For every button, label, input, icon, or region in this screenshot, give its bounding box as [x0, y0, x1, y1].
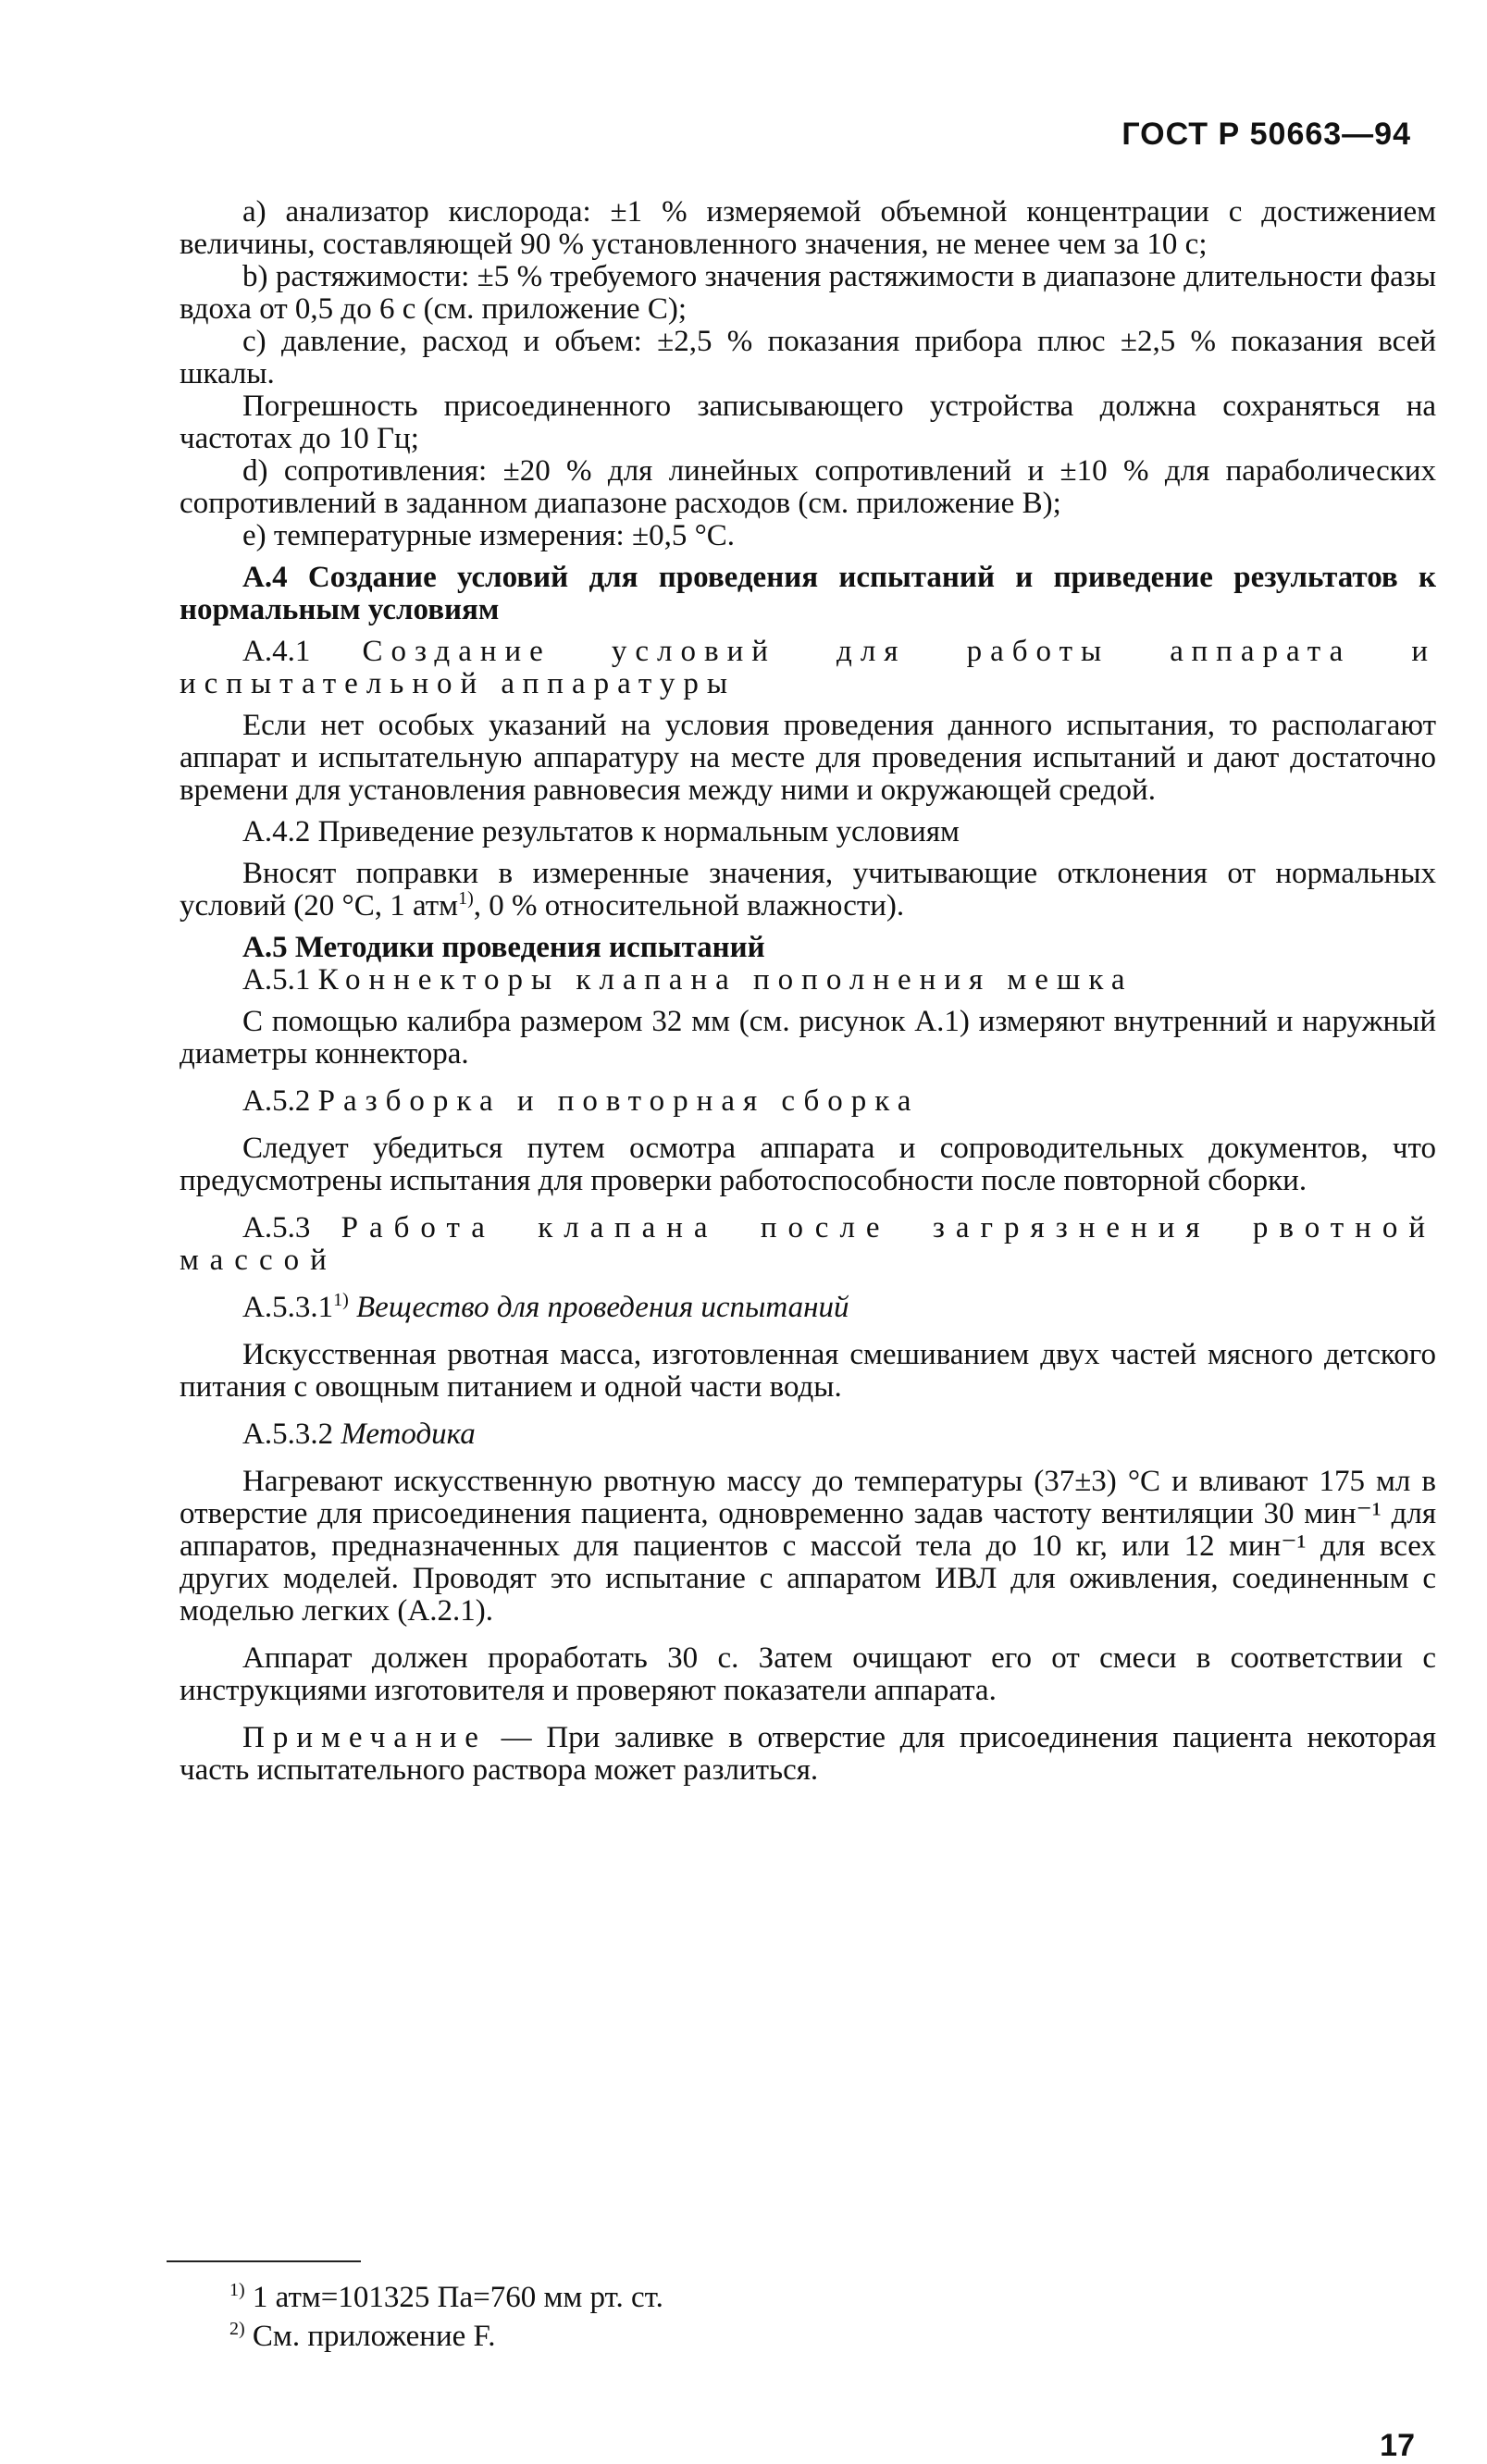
page-number: 17 — [1380, 2428, 1415, 2463]
footnote-2: $^{2)}$ См. приложение F. — [229, 2319, 496, 2353]
subsection-a42-text: Вносят поправки в измеренные значения, учитывающие отклонения от нормальных условий (20 °С, 1 атм$^{1)}$, 0 % относительной влажности). — [180, 857, 1436, 922]
subsection-a53-title: А.5.3 Работа клапана после загрязнения рвотной массой — [180, 1211, 1436, 1277]
footnote-divider — [167, 2260, 361, 2262]
subsection-a52-text: Следует убедиться путем осмотра аппарата и сопроводительных документов, что предусмотрены испытания для проверки работоспособности после повторной сборки. — [180, 1132, 1436, 1197]
recorder-note: Погрешность присоединенного записывающего устройства должна сохраняться на частотах до 10 Гц; — [180, 390, 1436, 455]
section-a4-title: А.4 Создание условий для проведения испытаний и приведение результатов к нормальным условиям — [180, 561, 1436, 626]
subsection-a532-title: А.5.3.2 Методика — [242, 1418, 476, 1451]
note: Примечание — При заливке в отверстие для присоединения пациента некоторая часть испытательного раствора может разлиться. — [180, 1721, 1437, 1787]
subsection-a52-title: А.5.2 Разборка и повторная сборка — [242, 1084, 920, 1118]
item-a: а) анализатор кислорода: ±1 % измеряемой объемной концентрации с достижением величины, составляющей 90 % установленного значения, не менее чем за 10 с; — [180, 195, 1436, 261]
subsection-a41-text: Если нет особых указаний на условия проведения данного испытания, то располагают аппарат и испытательную аппаратуру на месте для проведения испытаний и дают достаточно времени для установления равновесия между ними и окружающей средой. — [180, 709, 1436, 807]
subsection-a532-text: Нагревают искусственную рвотную массу до температуры (37±3) °С и вливают 175 мл в отверстие для присоединения пациента, одновременно задав частоту вентиляции 30 мин⁻¹ для аппаратов, предназначенных для пациентов с массой тела до 10 кг, или 12 мин⁻¹ для всех других моделей. Проводят это испытание с аппаратом ИВЛ для оживления, соединенным с моделью легких (А.2.1). — [180, 1465, 1436, 1628]
subsection-a42-title: А.4.2 Приведение результатов к нормальным условиям — [242, 815, 960, 848]
subsection-a51-text: С помощью калибра размером 32 мм (см. рисунок А.1) измеряют внутренний и наружный диаметры коннектора. — [180, 1005, 1436, 1071]
subsection-a531-text: Искусственная рвотная масса, изготовленная смешиванием двух частей мясного детского питания с овощным питанием и одной части воды. — [180, 1338, 1436, 1404]
footnotes — [229, 2278, 1340, 2356]
item-e: е) температурные измерения: ±0,5 °С. — [242, 519, 736, 552]
section-a5-title: А.5 Методики проведения испытаний — [242, 931, 765, 964]
item-b: b) растяжимости: ±5 % требуемого значения растяжимости в диапазоне длительности фазы вдоха от 0,5 до 6 с (см. приложение С); — [180, 260, 1436, 326]
subsection-a532-text2: Аппарат должен проработать 30 с. Затем очищают его от смеси в соответствии с инструкциями изготовителя и проверяют показатели аппарата. — [180, 1641, 1436, 1707]
footnote-1: $^{1)}$ 1 атм=101325 Па=760 мм рт. ст. — [229, 2280, 663, 2314]
item-c: с) давление, расход и объем: ±2,5 % показания прибора плюс ±2,5 % показания всей шкалы. — [180, 325, 1436, 390]
item-d: d) сопротивления: ±20 % для линейных сопротивлений и ±10 % для параболических сопротивлений в заданном диапазоне расходов (см. приложение В); — [180, 454, 1436, 520]
body-text — [180, 196, 1436, 1787]
subsection-a531-title: А.5.3.1$^{1)}$ Вещество для проведения испытаний — [242, 1290, 849, 1324]
subsection-a51-title: А.5.1 Коннекторы клапана пополнения мешка — [242, 963, 1134, 997]
subsection-a41-title: А.4.1 Создание условий для работы аппарата и испытательной аппаратуры — [180, 635, 1436, 700]
standard-code: ГОСТ Р 50663—94 — [1121, 117, 1411, 152]
